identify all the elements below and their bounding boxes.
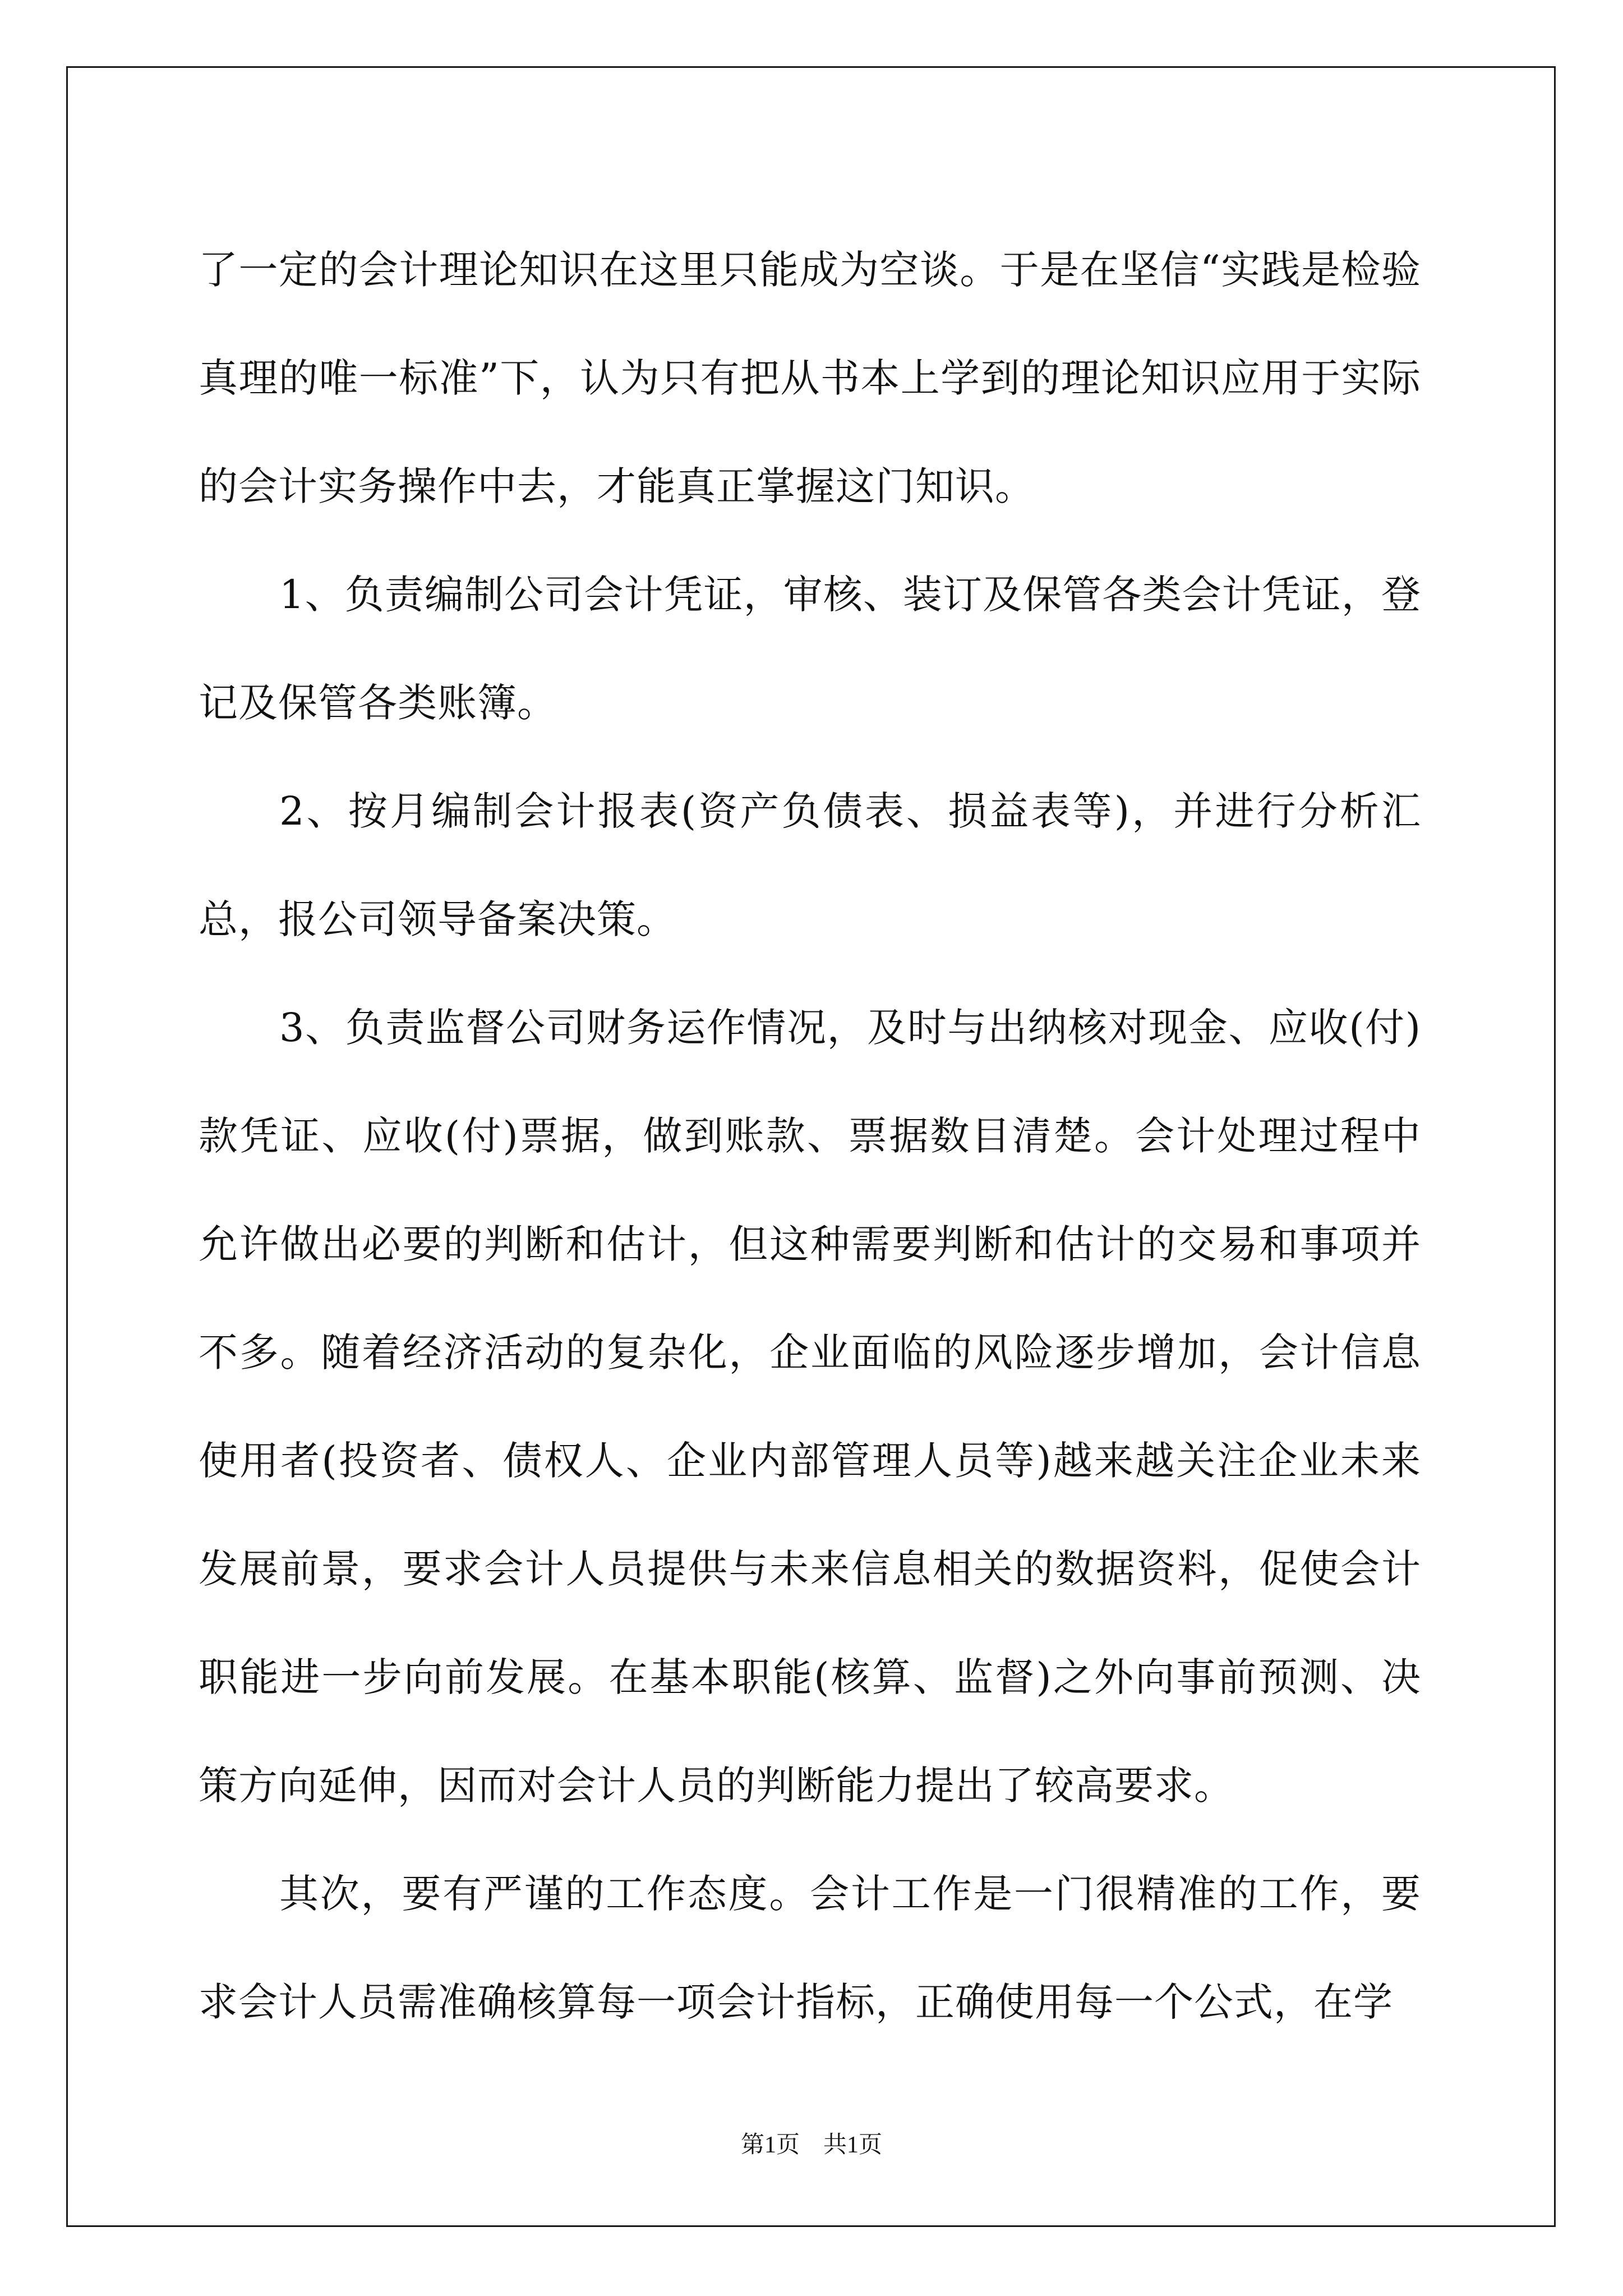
page-number-footer: 第1页 共1页 [740, 2132, 882, 2158]
paragraph-continuation: 了一定的会计理论知识在这里只能成为空谈。于是在坚信“实践是检验真理的唯一标准”下，认为只有把从书本上学到的理论知识应用于实际的会计实务操作中去，才能真正掌握这门知识。 [199, 247, 1421, 509]
paragraph-item-1: 1、负责编制公司会计凭证，审核、装订及保管各类会计凭证，登记及保管各类账簿。 [199, 572, 1421, 726]
document-body [199, 216, 1421, 2056]
paragraph-secondly: 其次，要有严谨的工作态度。会计工作是一门很精准的工作，要求会计人员需准确核算每一项会计指标，正确使用每一个公式，在学 [199, 1871, 1421, 2025]
paragraph-item-3: 3、负责监督公司财务运作情况，及时与出纳核对现金、应收(付)款凭证、应收(付)票据，做到账款、票据数目清楚。会计处理过程中允许做出必要的判断和估计，但这种需要判断和估计的交易和事项并不多。随着经济活动的复杂化，企业面临的风险逐步增加，会计信息使用者(投资者、债权人、企业内部管理人员等)越来越关注企业未来发展前景，要求会计人员提供与未来信息相关的数据资料，促使会计职能进一步向前发展。在基本职能(核算、监督)之外向事前预测、决策方向延伸，因而对会计人员的判断能力提出了较高要求。 [199, 1005, 1421, 1809]
paragraph-item-2: 2、按月编制会计报表(资产负债表、损益表等)，并进行分析汇总，报公司领导备案决策。 [199, 788, 1421, 942]
